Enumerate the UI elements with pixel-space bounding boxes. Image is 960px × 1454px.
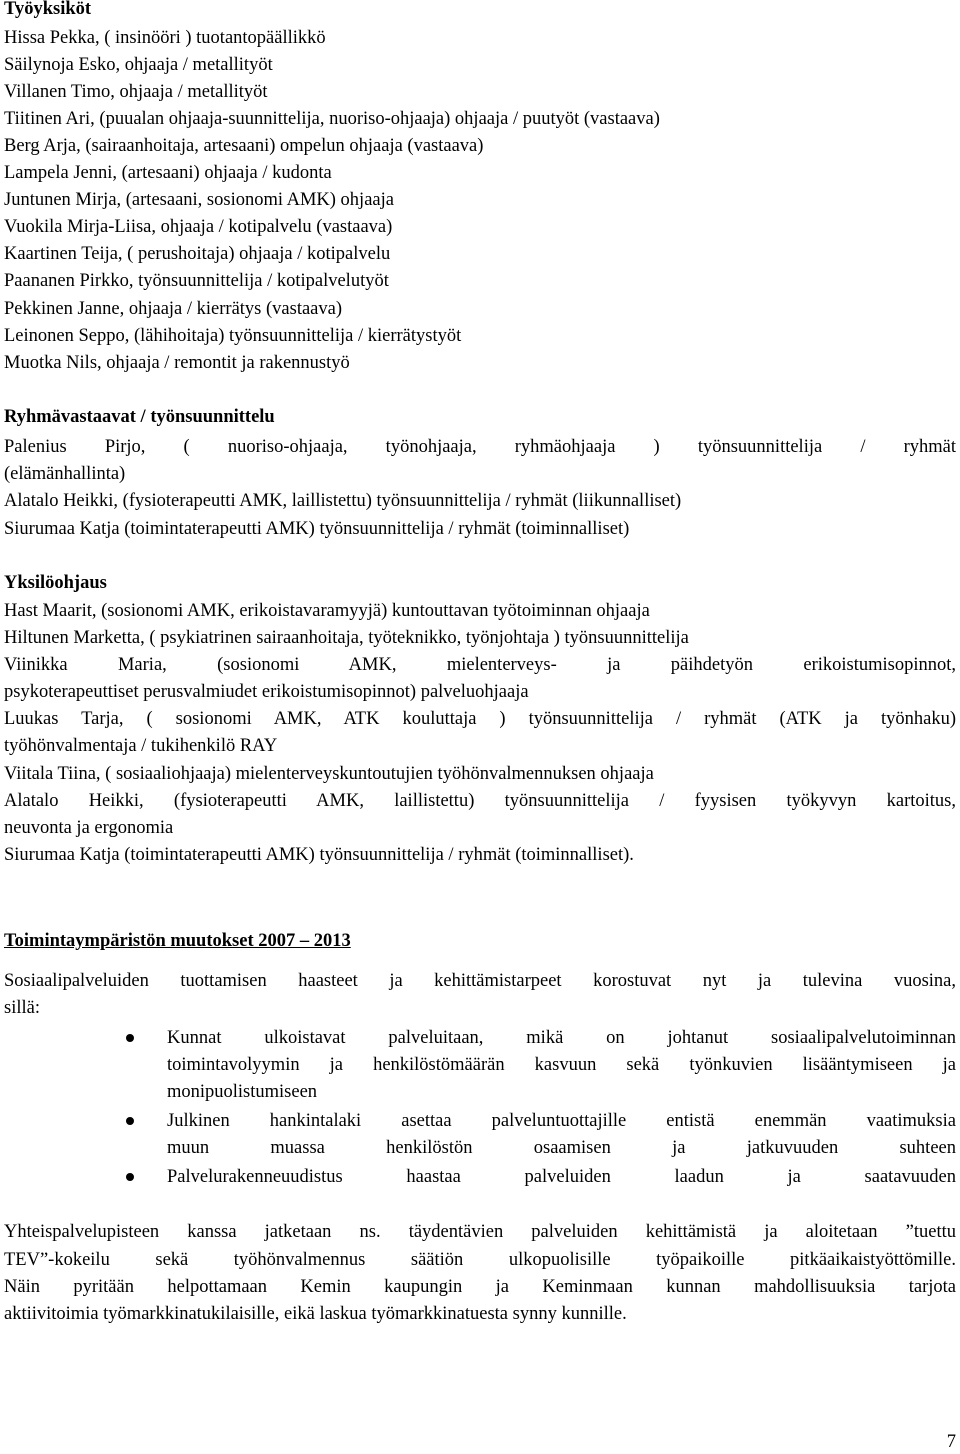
paragraph-line: sillä: (4, 998, 40, 1018)
paragraph-line: aktiivitoimia työmarkkinatukilaisille, eikä laskua työmarkkinatuesta synny kunnille. (4, 1304, 627, 1324)
heading-tyoyksikot: Työyksiköt (4, 0, 92, 19)
staff-line: Viinikka Maria, (sosionomi AMK, mielenterveys- ja päihdetyön erikoistumisopinnot, (4, 655, 956, 675)
staff-line: Muotka Nils, ohjaaja / remontit ja rakennustyö (4, 353, 350, 373)
page-number: 7 (946, 1432, 956, 1452)
staff-line: Pekkinen Janne, ohjaaja / kierrätys (vastaava) (4, 299, 343, 319)
staff-line: Lampela Jenni, (artesaani) ohjaaja / kudonta (4, 163, 332, 183)
staff-line: Leinonen Seppo, (lähihoitaja) työnsuunnittelija / kierrätystyöt (4, 326, 462, 346)
bullet-line: muun muassa henkilöstön osaamisen ja jatkuvuuden suhteen (167, 1138, 956, 1158)
staff-line: Hast Maarit, (sosionomi AMK, erikoistavaramyyjä) kuntouttavan työtoiminnan ohjaaja (4, 601, 650, 621)
staff-line: Palenius Pirjo, ( nuoriso-ohjaaja, työnohjaaja, ryhmäohjaaja ) työnsuunnittelija / ryhmät (4, 437, 956, 457)
staff-line: Hissa Pekka, ( insinööri ) tuotantopäällikkö (4, 28, 326, 48)
bullet-icon (126, 1117, 134, 1125)
paragraph-line: TEV”-kokeilu sekä työhönvalmennus säätiön ulkopuolisille työpaikoille pitkäaikaistyöttömille. (4, 1250, 956, 1270)
staff-line: Kaartinen Teija, ( perushoitaja) ohjaaja / kotipalvelu (4, 244, 391, 264)
bullet-line: Kunnat ulkoistavat palveluitaan, mikä on johtanut sosiaalipalvelutoiminnan (167, 1028, 956, 1048)
bullet-line: Palvelurakenneuudistus haastaa palveluiden laadun ja saatavuuden (167, 1167, 956, 1187)
staff-line: psykoterapeuttiset perusvalmiudet erikoistumisopinnot) palveluohjaaja (4, 682, 529, 702)
staff-line: Juntunen Mirja, (artesaani, sosionomi AMK) ohjaaja (4, 190, 394, 210)
staff-line: Säilynoja Esko, ohjaaja / metallityöt (4, 55, 273, 75)
staff-line: Vuokila Mirja-Liisa, ohjaaja / kotipalvelu (vastaava) (4, 217, 393, 237)
staff-line: (elämänhallinta) (4, 464, 126, 484)
heading-yksiloohjaus: Yksilöohjaus (4, 573, 107, 593)
staff-line: Villanen Timo, ohjaaja / metallityöt (4, 82, 268, 102)
paragraph-line: Yhteispalvelupisteen kanssa jatketaan ns. täydentävien palveluiden kehittämistä ja aloitetaan ”tuettu (4, 1222, 956, 1242)
staff-line: Paananen Pirkko, työnsuunnittelija / kotipalvelutyöt (4, 271, 389, 291)
bullet-line: toimintavolyymin ja henkilöstömäärän kasvuun sekä työnkuvien lisääntymiseen ja (167, 1055, 956, 1075)
paragraph-line: Näin pyritään helpottamaan Kemin kaupungin ja Keminmaan kunnan mahdollisuuksia tarjota (4, 1277, 956, 1297)
staff-line: Viitala Tiina, ( sosiaaliohjaaja) mielenterveyskuntoutujien työhönvalmennuksen ohjaaja (4, 764, 654, 784)
staff-line: Alatalo Heikki, (fysioterapeutti AMK, laillistettu) työnsuunnittelija / ryhmät (liikunnalliset) (4, 491, 682, 511)
staff-line: työhönvalmentaja / tukihenkilö RAY (4, 736, 278, 756)
staff-line: Hiltunen Marketta, ( psykiatrinen sairaanhoitaja, työteknikko, työnjohtaja ) työnsuunnittelija (4, 628, 689, 648)
staff-line: Luukas Tarja, ( sosionomi AMK, ATK kouluttaja ) työnsuunnittelija / ryhmät (ATK ja työnhaku) (4, 709, 956, 729)
staff-line: Alatalo Heikki, (fysioterapeutti AMK, laillistettu) työnsuunnittelija / fyysisen työkyvyn kartoitus, (4, 791, 956, 811)
staff-line: Siurumaa Katja (toimintaterapeutti AMK) työnsuunnittelija / ryhmät (toiminnalliset). (4, 845, 634, 865)
staff-line: neuvonta ja ergonomia (4, 818, 174, 838)
bullet-line: monipuolistumiseen (167, 1082, 318, 1102)
bullet-icon (126, 1034, 134, 1042)
staff-line: Tiitinen Ari, (puualan ohjaaja-suunnittelija, nuoriso-ohjaaja) ohjaaja / puutyöt (vastaava) (4, 109, 660, 129)
staff-line: Berg Arja, (sairaanhoitaja, artesaani) ompelun ohjaaja (vastaava) (4, 136, 484, 156)
bullet-icon (126, 1173, 134, 1181)
staff-line: Siurumaa Katja (toimintaterapeutti AMK) työnsuunnittelija / ryhmät (toiminnalliset) (4, 519, 630, 539)
bullet-line: Julkinen hankintalaki asettaa palveluntuottajille entistä enemmän vaatimuksia (167, 1111, 956, 1131)
heading-muutokset: Toimintaympäristön muutokset 2007 – 2013 (4, 931, 351, 951)
paragraph-line: Sosiaalipalveluiden tuottamisen haasteet ja kehittämistarpeet korostuvat nyt ja tulevina vuosina, (4, 971, 956, 991)
heading-ryhmavastaavat: Ryhmävastaavat / työnsuunnittelu (4, 407, 275, 427)
